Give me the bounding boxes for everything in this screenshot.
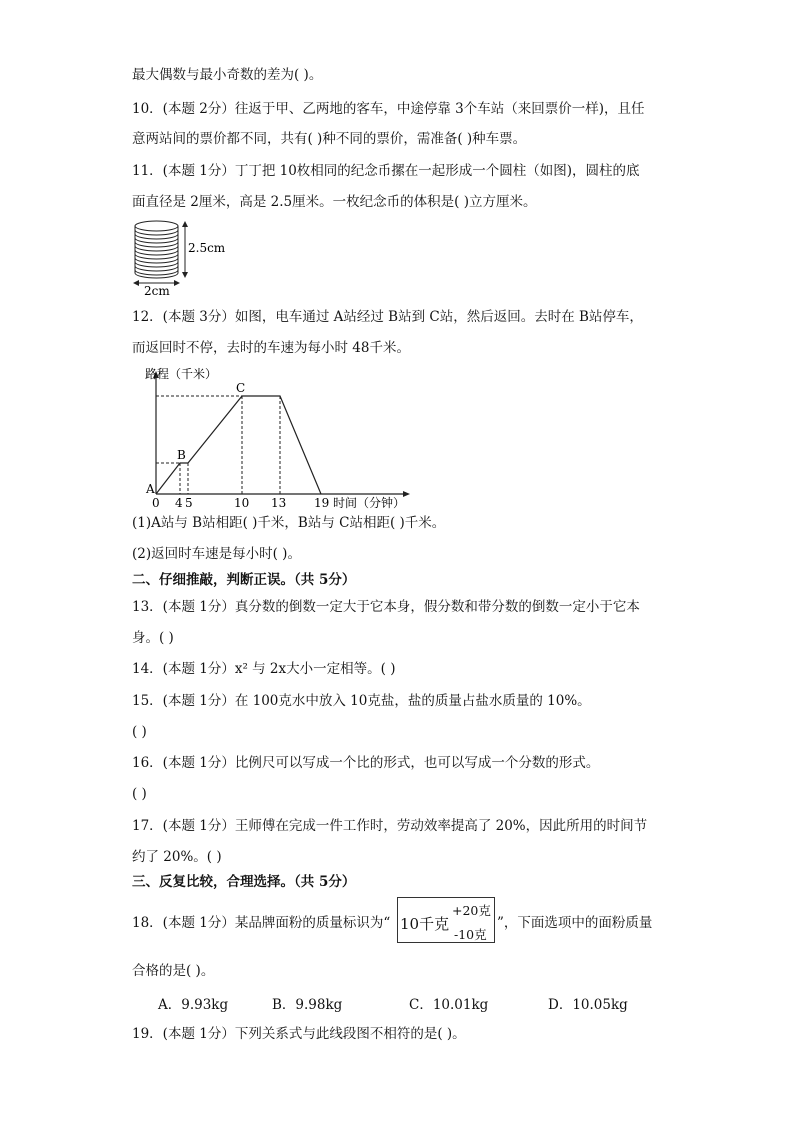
- section-3-heading: 三、反复比较，合理选择。（共 5分）: [132, 874, 356, 890]
- q11-line2: 面直径是 2厘米，高是 2.5厘米。一枚纪念币的体积是( )立方厘米。: [132, 194, 537, 210]
- q12-sub2: (2)返回时车速是每小时( )。: [132, 546, 301, 562]
- tag-main-weight: 10千克: [400, 915, 450, 933]
- q13-line2: 身。( ): [132, 630, 174, 646]
- q18-line1-end: ”，下面选项中的面粉质量: [497, 915, 653, 931]
- q9-continuation: 最大偶数与最小奇数的差为( )。: [132, 67, 323, 83]
- q10-line2: 意两站间的票价都不同，共有( )种不同的票价，需准备( )种车票。: [132, 131, 527, 147]
- q17-line1: 17．(本题 1分）王师傅在完成一件工作时，劳动效率提高了 20%，因此所用的时间节: [132, 818, 648, 834]
- q18-line2: 合格的是( )。: [132, 963, 215, 979]
- y-axis-label: 路程（千米）: [145, 367, 218, 381]
- point-b-label: B: [177, 448, 186, 462]
- q12-line1: 12．(本题 3分）如图，电车通过 A站经过 B站到 C站，然后返回。去时在 B站停车，: [132, 309, 643, 325]
- q18-option-d: D．10.05kg: [548, 997, 628, 1013]
- q19: 19．(本题 1分）下列关系式与此线段图不相符的是( )。: [132, 1026, 466, 1042]
- flour-weight-tag: [397, 897, 495, 943]
- x-tick-label: 0: [152, 496, 160, 510]
- q15-line2: ( ): [132, 724, 147, 740]
- q12-line2: 而返回时不停，去时的车速为每小时 48千米。: [132, 340, 410, 356]
- q17-line2: 约了 20%。( ): [132, 849, 222, 865]
- distance-time-graph: [140, 362, 430, 510]
- cylinder-height-label: 2.5cm: [188, 241, 226, 255]
- x-tick-label: 4: [175, 496, 183, 510]
- x-tick-label: 10: [234, 496, 250, 510]
- cylinder-diameter-label: 2cm: [144, 284, 170, 298]
- q16-line1: 16．(本题 1分）比例尺可以写成一个比的形式，也可以写成一个分数的形式。: [132, 755, 600, 771]
- x-tick-label: 5: [185, 496, 193, 510]
- point-a-label: A: [146, 482, 155, 496]
- point-c-label: C: [236, 381, 246, 395]
- q14: 14．(本题 1分）x² 与 2x大小一定相等。( ): [132, 661, 396, 677]
- q15-line1: 15．(本题 1分）在 100克水中放入 10克盐，盐的质量占盐水质量的 10%。: [132, 693, 591, 709]
- q13-line1: 13．(本题 1分）真分数的倒数一定大于它本身，假分数和带分数的倒数一定小于它本: [132, 599, 640, 615]
- q18-line1-start: 18．(本题 1分）某品牌面粉的质量标识为“: [132, 915, 391, 931]
- x-tick-label: 19: [314, 496, 330, 510]
- tag-lower-tolerance: -10克: [454, 927, 487, 942]
- q18-option-c: C．10.01kg: [409, 997, 489, 1013]
- q12-sub1: (1)A站与 B站相距( )千米，B站与 C站相距( )千米。: [132, 515, 446, 531]
- x-tick-label: 13: [271, 496, 287, 510]
- coin-cylinder-figure: [130, 218, 230, 298]
- q18-option-a: A．9.93kg: [158, 997, 229, 1013]
- q11-line1: 11．(本题 1分）丁丁把 10枚相同的纪念币摞在一起形成一个圆柱（如图)，圆柱的底: [132, 163, 640, 179]
- section-2-heading: 二、仔细推敲，判断正误。（共 5分）: [132, 572, 356, 588]
- tag-upper-tolerance: +20克: [452, 903, 491, 918]
- q10-line1: 10．(本题 2分）往返于甲、乙两地的客车，中途停靠 3个车站（来回票价一样)，且任: [132, 101, 645, 117]
- q16-line2: ( ): [132, 786, 147, 802]
- x-axis-label: 时间（分钟）: [333, 496, 406, 510]
- q18-option-b: B．9.98kg: [272, 997, 343, 1013]
